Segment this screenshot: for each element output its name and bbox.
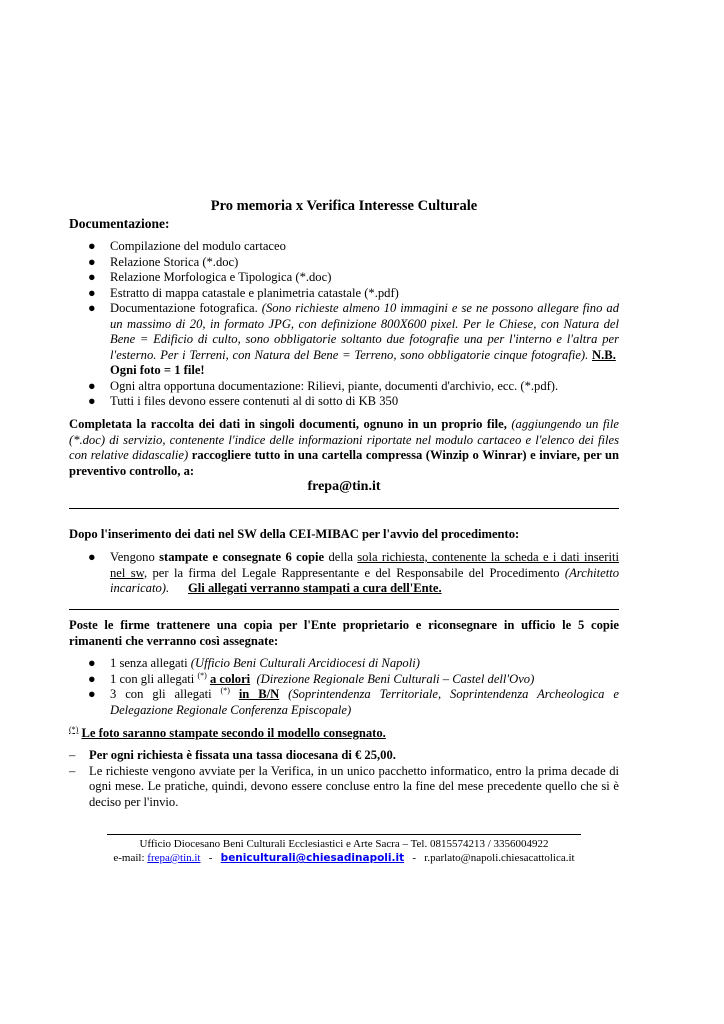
list-item: ● Relazione Storica (*.doc)	[88, 254, 239, 269]
bullet-icon: ●	[88, 671, 96, 686]
inserimento-list	[69, 550, 619, 597]
dash-list	[69, 748, 619, 810]
list-item: ● 1 senza allegati (Ufficio Beni Culturali Arcidiocesi di Napoli)	[88, 656, 420, 670]
divider	[69, 609, 619, 610]
bullet-icon: ●	[88, 656, 96, 670]
footer-contacts: e-mail: frepa@tin.it - beniculturali@chiesadinapoli.it - r.parlato@napoli.chiesacattolica.it	[113, 852, 575, 864]
list-item: ● Relazione Morfologica e Tipologica (*.doc)	[88, 270, 332, 284]
footer-divider	[107, 834, 581, 835]
footnote: (*) Le foto saranno stampate secondo il modello consegnato.	[69, 725, 386, 740]
list-item: ● Tutti i files devono essere contenuti al di sotto di KB 350	[88, 394, 399, 408]
firme-list	[69, 656, 619, 718]
list-item: ● 3 con gli allegati (*) in B/N (Soprintendenza Territoriale, Soprintendenza Archeologica e Delegazione Regionale Conferenza Episcopale)	[88, 686, 619, 717]
list-item: ● Estratto di mappa catastale e planimetria catastale (*.pdf)	[88, 285, 399, 300]
bullet-icon: ●	[88, 270, 96, 284]
list-item: ● Ogni altra opportuna documentazione: Rilievi, piante, documenti d'archivio, ecc. (*.pdf).	[88, 378, 559, 393]
firme-heading: Poste le firme trattenere una copia per l'Ente proprietario e riconsegnare in ufficio le 5 copie rimanenti che verranno così assegnate:	[69, 618, 619, 648]
bullet-icon: ●	[88, 254, 96, 269]
list-item: ● Vengono stampate e consegnate 6 copie della sola richiesta, contenente la scheda e i dati inseriti nel sw, per la firma del Legale Rappresentante e del Responsabile del Procedimento (Architetto incaricato). Gli allegati verranno stampati a cura dell'Ente.	[88, 550, 619, 595]
divider	[69, 508, 619, 509]
contact-email: frepa@tin.it	[307, 479, 381, 494]
email-link-frepa[interactable]: frepa@tin.it	[147, 852, 201, 864]
list-item: – Per ogni richiesta è fissata una tassa diocesana di € 25,00.	[69, 748, 396, 762]
email-link-beniculturali[interactable]: beniculturali@chiesadinapoli.it	[220, 852, 405, 864]
page-title: Pro memoria x Verifica Interesse Culturale	[210, 198, 478, 214]
documentazione-heading: Documentazione:	[69, 216, 170, 231]
list-item-foto: ● Documentazione fotografica. (Sono richieste almeno 10 immagini e se ne possono allegare fino ad un massimo di 20, in formato JPG, con definizione 800X600 pixel. Per le Chiese, con Natura del Bene = Edificio di culto, sono obbligatorie soltanto due fotografie una per l'interno e l'altra per l'esterno. Per i Terreni, con Natura del Bene = Terreno, sono obbligatorie cinque fotografie). N.B. Ogni foto = 1 file!	[88, 301, 619, 377]
bullet-icon: ●	[88, 550, 96, 564]
list-item: ● Compilazione del modulo cartaceo	[88, 239, 286, 253]
bullet-icon: ●	[88, 285, 96, 300]
documentazione-list	[69, 239, 619, 410]
bullet-icon: ●	[88, 378, 96, 393]
raccolta-paragraph: Completata la raccolta dei dati in singoli documenti, ognuno in un proprio file, (aggiungendo un file (*.doc) di servizio, contenente l'indice delle informazioni riportate nel modulo cartaceo e l'elenco dei files con relative didascalie) raccogliere tutto in una cartella compressa (Winzip o Winrar) e inviare, per un preventivo controllo, a:	[69, 417, 619, 478]
inserimento-heading: Dopo l'inserimento dei dati nel SW della CEI-MIBAC per l'avvio del procedimento:	[69, 527, 520, 541]
list-item: – Le richieste vengono avviate per la Verifica, in un unico pacchetto informatico, entro la prima decade di ogni mese. Le pratiche, quindi, devono essere concluse entro la fine del mese precedente quello che si è deciso per l'invio.	[69, 763, 619, 809]
bullet-icon: ●	[88, 301, 96, 315]
bullet-icon: ●	[88, 394, 96, 408]
bullet-icon: ●	[88, 687, 96, 701]
bullet-icon: ●	[88, 239, 96, 253]
email-parlato: r.parlato@napoli.chiesacattolica.it	[424, 852, 575, 864]
footer-office: Ufficio Diocesano Beni Culturali Ecclesiastici e Arte Sacra – Tel. 0815574213 / 3356004922	[139, 838, 549, 850]
list-item: ● 1 con gli allegati (*) a colori (Direzione Regionale Beni Culturali – Castel dell'Ovo)	[88, 670, 535, 686]
